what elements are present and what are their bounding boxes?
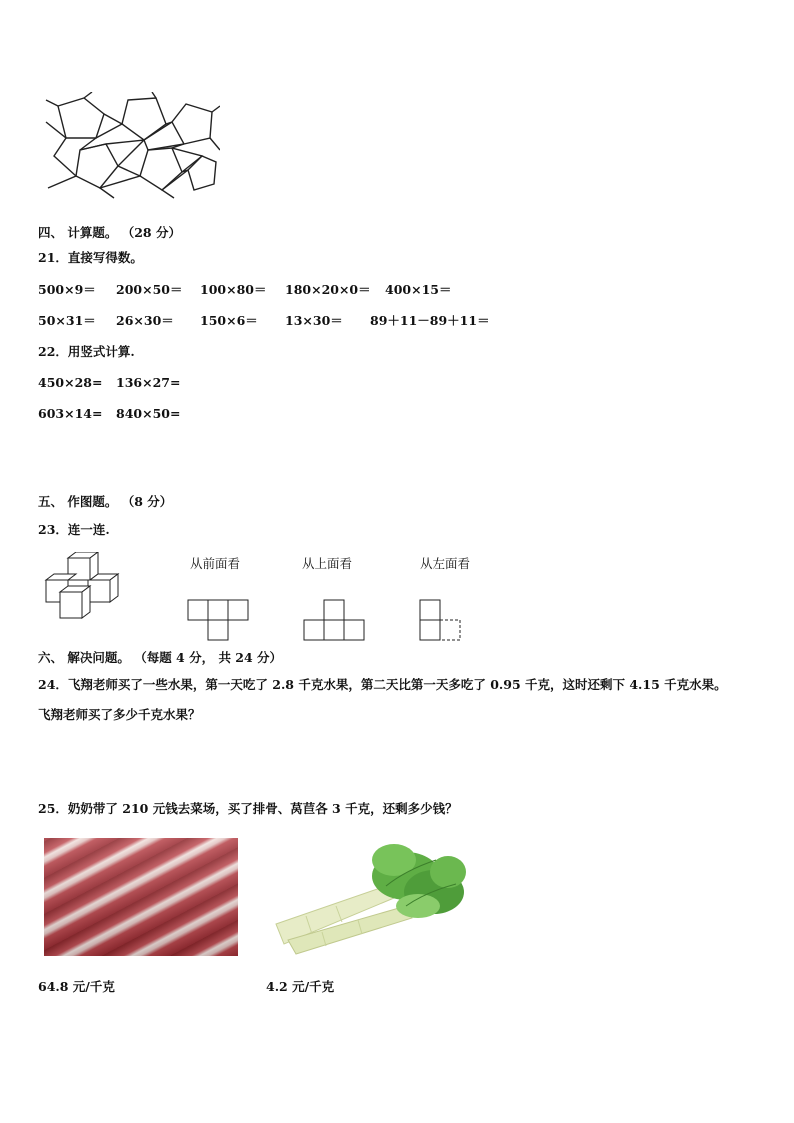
q22-item: 603×14= [38,406,103,421]
price-lettuce: 4.2 元/千克 [266,979,335,994]
q22-title: 22．用竖式计算. [38,344,135,359]
ribs-photo [44,838,238,956]
q21-item: 50×31＝ [38,313,96,328]
q24-text-line2: 飞翔老师买了多少千克水果？ [38,707,201,722]
section-6-title: 六、 解决问题。 （每题 4 分， 共 24 分） [38,650,283,665]
q22-item: 450×28= [38,375,103,390]
view-shape-c [418,598,466,642]
price-ribs: 64.8 元/千克 [38,979,115,994]
q21-item: 500×9＝ [38,282,96,297]
q21-item: 13×30＝ [285,313,343,328]
view-label-top: 从上面看 [302,556,353,571]
q21-item: 200×50＝ [116,282,183,297]
view-label-front: 从前面看 [190,556,241,571]
section-4-title: 四、 计算题。 （28 分） [38,225,181,240]
q21-title: 21．直接写得数。 [38,250,143,265]
q25-text: 25．奶奶带了 210 元钱去菜场，买了排骨、莴苣各 3 千克，还剩多少钱？ [38,801,458,816]
q21-item: 400×15＝ [385,282,452,297]
q24-text-line1: 24．飞翔老师买了一些水果，第一天吃了 2.8 千克水果，第二天比第一天多吃了 0.95 千克，这时还剩下 4.15 千克水果。 [38,677,727,692]
q23-title: 23．连一连. [38,522,110,537]
lettuce-photo [266,840,470,958]
view-label-left: 从左面看 [420,556,471,571]
view-shape-a [186,598,252,642]
q21-item: 26×30＝ [116,313,174,328]
q21-item: 180×20×0＝ [285,282,371,297]
q21-item: 89＋11－89＋11＝ [370,313,490,328]
section-5-title: 五、 作图题。 （8 分） [38,494,173,509]
q22-item: 136×27= [116,375,181,390]
q21-item: 100×80＝ [200,282,267,297]
cube-stack-figure [44,552,124,622]
q22-item: 840×50= [116,406,181,421]
pentagon-star-tessellation [44,92,220,200]
view-shape-b [302,598,368,642]
q21-item: 150×6＝ [200,313,258,328]
